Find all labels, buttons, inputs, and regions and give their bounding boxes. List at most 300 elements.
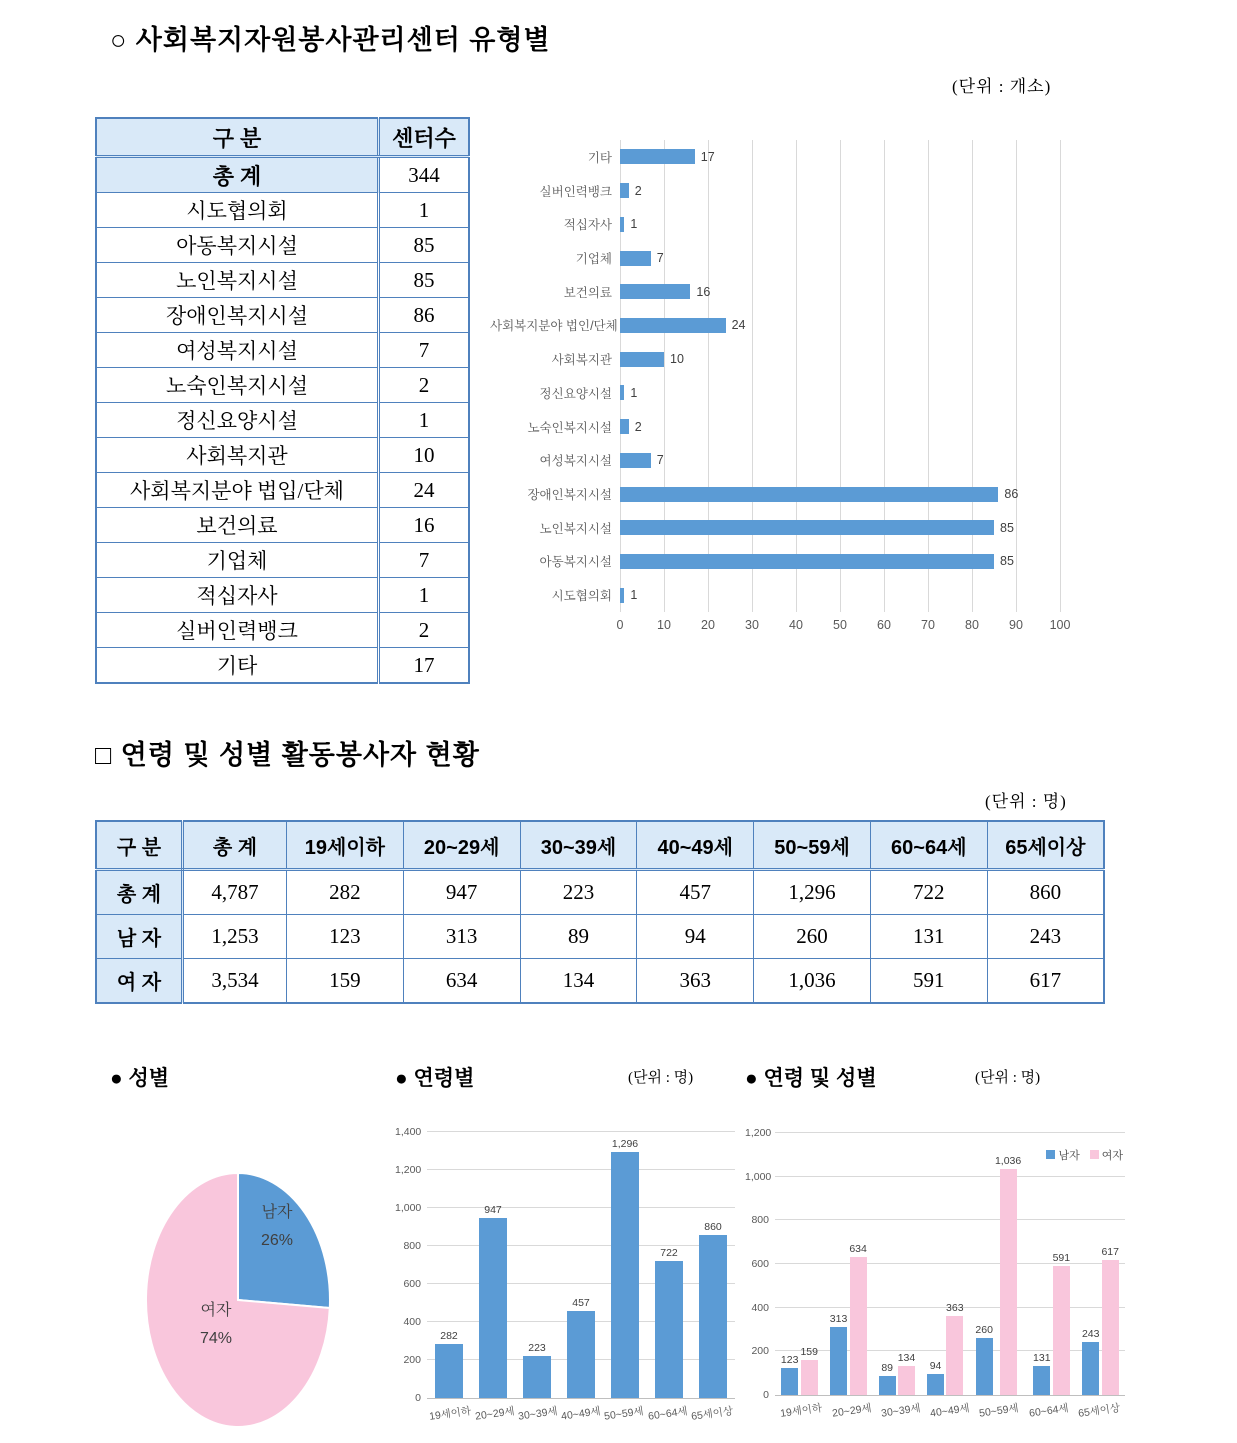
bar-row [490,174,1090,208]
table-row [96,648,469,684]
x-tick-label: 50 [833,618,847,632]
cell-value: 457 [637,870,754,915]
y-tick-label: 600 [403,1278,421,1290]
row-label: 남 자 [96,915,183,959]
bar-row [490,443,1090,477]
bar-group [830,1133,867,1395]
bar-row [490,545,1090,579]
cell-value: 123 [287,915,404,959]
col-header: 구 분 [96,821,183,870]
cell-value: 131 [870,915,987,959]
row-label: 정신요양시설 [96,403,379,438]
bar-value-label: 2 [634,419,642,434]
table-row [96,438,469,473]
row-label: 적십자사 [96,578,379,613]
x-tick-label: 40 [789,618,803,632]
col-header-count: 센터수 [379,118,470,157]
bar-row [490,410,1090,444]
bar-category-label: 장애인복지시설 [527,488,612,503]
bar-track [620,443,1060,477]
bar-track [620,309,1060,343]
table-row [96,578,469,613]
row-value: 7 [379,333,470,368]
col-header: 20~29세 [403,821,520,870]
y-tick-label: 600 [751,1258,769,1270]
x-tick-label: 80 [965,618,979,632]
age-gender-table [95,820,1105,1004]
bar [620,554,994,569]
bar-column [1033,1133,1051,1395]
cell-value: 860 [987,870,1104,915]
bar-row [490,511,1090,545]
cell-value: 634 [403,959,520,1004]
bar-group [879,1133,916,1395]
bar [1082,1342,1099,1395]
bar-row [490,275,1090,309]
bar-slot [523,1132,551,1398]
age-gender-chart-title: ● 연령 및 성별 [745,1067,877,1090]
col-header: 40~49세 [637,821,754,870]
bar-category-label: 기타 [587,150,612,165]
chart-plot-area [775,1133,1125,1396]
table-row [96,915,1104,959]
bar-group [1033,1133,1070,1395]
chart-x-axis [616,618,1071,636]
cell-value: 591 [870,959,987,1004]
y-tick-label: 1,000 [745,1170,772,1183]
table-row [96,543,469,578]
row-value: 24 [379,473,470,508]
age-gender-bar-chart [745,1125,1135,1443]
bar [850,1257,867,1395]
bar-value-label: 2 [634,183,642,198]
bar-column [975,1133,993,1395]
bar-column [879,1133,896,1395]
bar-row [490,140,1090,174]
bar-category-label: 시도협의회 [551,589,612,604]
row-value: 1 [379,403,470,438]
bar-category-label: 실버인력뱅크 [539,184,612,199]
bar-track [620,342,1060,376]
row-label: 여성복지시설 [96,333,379,368]
y-tick-label: 800 [751,1214,769,1227]
pie-percent-label: 26% [260,1232,294,1249]
legend-swatch [1090,1150,1099,1159]
bar-value-label: 634 [849,1242,867,1255]
x-tick-label: 30~39세 [880,1402,922,1420]
x-tick-label: 65세이상 [1077,1402,1121,1420]
bar-track [620,511,1060,545]
bar [1102,1260,1119,1395]
row-label: 실버인력뱅크 [96,613,379,648]
bar-category-label: 아동복지시설 [539,555,612,570]
bar-value-label: 1 [630,217,638,232]
section1-unit-label: (단위 : 개소) [952,77,1052,96]
bar-column [1082,1133,1100,1395]
x-tick-label: 40~49세 [929,1402,971,1420]
bar-column [1053,1133,1071,1395]
x-tick-label: 70 [921,618,935,632]
cell-value: 1,296 [754,870,871,915]
bar [620,251,651,266]
bar-slot [611,1132,639,1398]
col-header: 60~64세 [870,821,987,870]
table-row [96,508,469,543]
bar-value-label: 85 [1000,520,1014,535]
chart-plot-area [427,1132,735,1399]
bar-value-label: 134 [897,1351,916,1364]
cell-value: 3,534 [183,959,287,1004]
x-tick-label: 20~29세 [473,1405,515,1423]
x-tick-label: 20~29세 [830,1402,872,1420]
bar-slot [655,1132,683,1398]
section2-unit-label: (단위 : 명) [985,792,1067,811]
age-bar-chart [395,1125,740,1443]
cell-value: 134 [520,959,637,1004]
bar-track [620,140,1060,174]
section2-title: □ 연령 및 성별 활동봉사자 현황 [95,740,480,770]
bar-value-label: 16 [696,284,711,299]
x-tick-label: 19세이하 [428,1405,472,1423]
bar [898,1366,915,1395]
row-label: 노숙인복지시설 [96,368,379,403]
bar-value-label: 10 [670,352,684,367]
bar-value-label: 860 [704,1220,722,1233]
bar-value-label: 123 [780,1354,799,1367]
bar-value-label: 282 [440,1330,458,1343]
bar-track [620,545,1060,579]
cell-value: 947 [403,870,520,915]
bar [620,284,690,299]
row-value: 344 [379,157,470,193]
bar-category-label: 보건의료 [563,285,612,300]
row-label: 기업체 [96,543,379,578]
bar [946,1316,963,1395]
row-value: 7 [379,543,470,578]
bar-category-label: 사회복지분야 법인/단체 [490,319,618,334]
bar [927,1374,944,1395]
x-tick-label: 10 [657,618,671,632]
y-tick-label: 200 [751,1345,769,1358]
bar-row [490,376,1090,410]
center-type-table-body [96,157,469,684]
bar [611,1152,639,1398]
bar-category-label: 적십자사 [563,218,612,233]
bar [1000,1169,1017,1395]
bar-column [1101,1133,1119,1395]
cell-value: 260 [754,915,871,959]
bar [523,1356,551,1398]
bar-group [975,1133,1021,1395]
y-tick-label: 1,000 [395,1202,422,1214]
bar-category-label: 기업체 [575,252,612,267]
table-row [96,613,469,648]
bar-value-label: 94 [929,1360,942,1373]
bar-column [898,1133,916,1395]
table-row [96,333,469,368]
row-value: 85 [379,228,470,263]
cell-value: 617 [987,959,1104,1004]
cell-value: 1,036 [754,959,871,1004]
bar [1053,1266,1070,1395]
section1-title: ○ 사회복지자원봉사관리센터 유형별 [110,25,551,55]
row-label: 아동복지시설 [96,228,379,263]
bar [479,1218,507,1398]
x-tick-label: 60~64세 [1028,1402,1070,1420]
x-tick-label: 100 [1049,618,1071,632]
bar [879,1376,896,1395]
col-header: 19세이하 [287,821,404,870]
x-tick-label: 50~59세 [603,1405,645,1423]
bar [620,520,994,535]
bar [1033,1366,1050,1395]
cell-value: 282 [287,870,404,915]
bar-value-label: 7 [656,453,664,468]
bar [620,385,624,400]
y-tick-label: 200 [403,1354,421,1366]
bar-value-label: 85 [1000,554,1014,569]
bar-row [490,241,1090,275]
bar [699,1235,727,1398]
y-tick-label: 400 [403,1316,421,1328]
bar-column [927,1133,944,1395]
y-tick-label: 400 [751,1301,769,1314]
bar [620,318,726,333]
bar-slot [479,1132,507,1398]
row-label: 총 계 [96,870,183,915]
pie-chart-title: ● 성별 [110,1067,170,1090]
row-value: 1 [379,193,470,228]
col-header: 30~39세 [520,821,637,870]
bar-column [800,1133,818,1395]
cell-value: 722 [870,870,987,915]
bar [801,1360,818,1395]
bar-value-label: 313 [829,1312,848,1325]
x-tick-label: 50~59세 [978,1402,1020,1420]
bar-group [1082,1133,1119,1395]
bar-category-label: 정신요양시설 [539,386,612,401]
bar-column [781,1133,799,1395]
bar-slot [699,1132,727,1398]
bar-column [830,1133,848,1395]
row-value: 86 [379,298,470,333]
chart-rows [490,140,1090,612]
pie-label: 여자 [200,1302,232,1319]
x-tick-label: 30~39세 [517,1405,559,1423]
cell-value: 89 [520,915,637,959]
bar-value-label: 24 [731,318,746,333]
age-gender-chart-unit: (단위 : 명) [975,1070,1041,1086]
bar-value-label: 17 [700,149,715,164]
bar [655,1261,683,1398]
bar-row [490,477,1090,511]
bar [976,1338,993,1395]
bar-value-label: 1 [630,385,638,400]
table-row [96,473,469,508]
cell-value: 159 [287,959,404,1004]
bar [620,217,624,232]
table-row [96,368,469,403]
bar-track [620,376,1060,410]
table-row [96,157,469,193]
age-chart-unit: (단위 : 명) [628,1070,694,1086]
bar-row [490,309,1090,343]
cell-value: 1,253 [183,915,287,959]
bar-value-label: 86 [1004,487,1019,502]
y-tick-label: 1,200 [745,1127,772,1139]
bar-column [946,1133,964,1395]
bar-column [995,1133,1021,1395]
bar-row [490,578,1090,612]
x-tick-label: 30 [745,618,759,632]
bar-value-label: 260 [975,1324,993,1337]
row-value: 16 [379,508,470,543]
x-tick-label: 90 [1009,618,1023,632]
bar-track [620,207,1060,241]
chart-x-axis [427,1406,735,1421]
bar-value-label: 363 [946,1301,964,1314]
y-tick-label: 0 [763,1389,769,1401]
bar-value-label: 617 [1101,1246,1119,1259]
row-label: 기타 [96,648,379,684]
bar-group [927,1133,964,1395]
row-value: 2 [379,368,470,403]
bar-slot [567,1132,595,1398]
age-chart-title: ● 연령별 [395,1067,475,1090]
bar-track [620,241,1060,275]
bar-row [490,207,1090,241]
bar-column [849,1133,867,1395]
bar-value-label: 131 [1033,1352,1051,1365]
row-label: 노인복지시설 [96,263,379,298]
col-header: 50~59세 [754,821,871,870]
bar-value-label: 89 [881,1361,894,1374]
x-tick-label: 20 [701,618,715,632]
x-tick-label: 40~49세 [560,1405,602,1423]
bar-value-label: 1,296 [611,1137,639,1150]
x-tick-label: 60~64세 [647,1405,689,1423]
cell-value: 223 [520,870,637,915]
bar-value-label: 1 [630,588,638,603]
bar [781,1368,798,1395]
cell-value: 363 [637,959,754,1004]
cell-value: 243 [987,915,1104,959]
cell-value: 313 [403,915,520,959]
bar-category-label: 노숙인복지시설 [527,420,612,435]
row-value: 1 [379,578,470,613]
table-header-row [96,118,469,157]
table-header-row [96,821,1104,870]
chart-legend [1046,1147,1123,1163]
bar [620,352,664,367]
bar [620,149,695,164]
bar [620,588,624,603]
bar-value-label: 591 [1052,1251,1071,1264]
bar [620,487,998,502]
row-label: 사회복지분야 법입/단체 [96,473,379,508]
chart-bars [427,1132,735,1398]
y-tick-label: 1,200 [395,1164,422,1176]
col-header: 65세이상 [987,821,1104,870]
bar-track [620,578,1060,612]
y-tick-label: 800 [403,1240,421,1252]
pie-label: 남자 [261,1204,293,1221]
bar-slot [435,1132,463,1398]
bar [567,1311,595,1398]
row-value: 85 [379,263,470,298]
y-tick-label: 0 [415,1392,421,1404]
bar-track [620,275,1060,309]
bar-category-label: 여성복지시설 [539,454,612,469]
age-gender-table-body [96,870,1104,1004]
bar-group [781,1133,818,1395]
pie-percent-label: 74% [199,1330,233,1347]
cell-value: 4,787 [183,870,287,915]
bar [620,183,629,198]
x-tick-label: 60 [877,618,891,632]
table-row [96,403,469,438]
row-label: 시도협의회 [96,193,379,228]
x-tick-label: 0 [616,618,624,632]
cell-value: 94 [637,915,754,959]
table-row [96,228,469,263]
row-value: 2 [379,613,470,648]
bar-value-label: 457 [572,1297,590,1310]
center-type-bar-chart [490,140,1090,645]
bar-value-label: 223 [528,1341,546,1354]
bar-value-label: 947 [484,1204,502,1217]
bar-row [490,342,1090,376]
row-label: 여 자 [96,959,183,1004]
bar [435,1344,463,1398]
legend-item: 여자 [1090,1147,1123,1163]
y-tick-label: 1,400 [395,1126,422,1138]
col-header: 총 계 [183,821,287,870]
chart-bars [775,1133,1125,1395]
row-value: 10 [379,438,470,473]
bar-track [620,477,1060,511]
legend-item: 남자 [1046,1147,1079,1163]
center-type-table [95,117,470,684]
bar-track [620,174,1060,208]
bar-value-label: 1,036 [994,1154,1022,1167]
row-value: 17 [379,648,470,684]
table-row [96,193,469,228]
bar [620,419,629,434]
row-label: 사회복지관 [96,438,379,473]
col-header-category: 구 분 [96,118,379,157]
row-label: 보건의료 [96,508,379,543]
bar-category-label: 사회복지관 [551,353,612,368]
bar [620,453,651,468]
gender-pie-chart [120,1165,370,1443]
table-row [96,959,1104,1004]
row-label: 총 계 [96,157,379,193]
table-row [96,870,1104,915]
bar-category-label: 노인복지시설 [539,521,612,536]
bar-value-label: 722 [660,1246,678,1259]
x-tick-label: 65세이상 [690,1405,734,1423]
bar-value-label: 243 [1081,1327,1100,1340]
bar-value-label: 7 [656,251,664,266]
table-row [96,298,469,333]
bar [830,1327,847,1395]
bar-value-label: 159 [800,1346,818,1359]
legend-swatch [1046,1150,1055,1159]
chart-x-axis [775,1403,1125,1418]
table-row [96,263,469,298]
x-tick-label: 19세이하 [779,1402,823,1420]
